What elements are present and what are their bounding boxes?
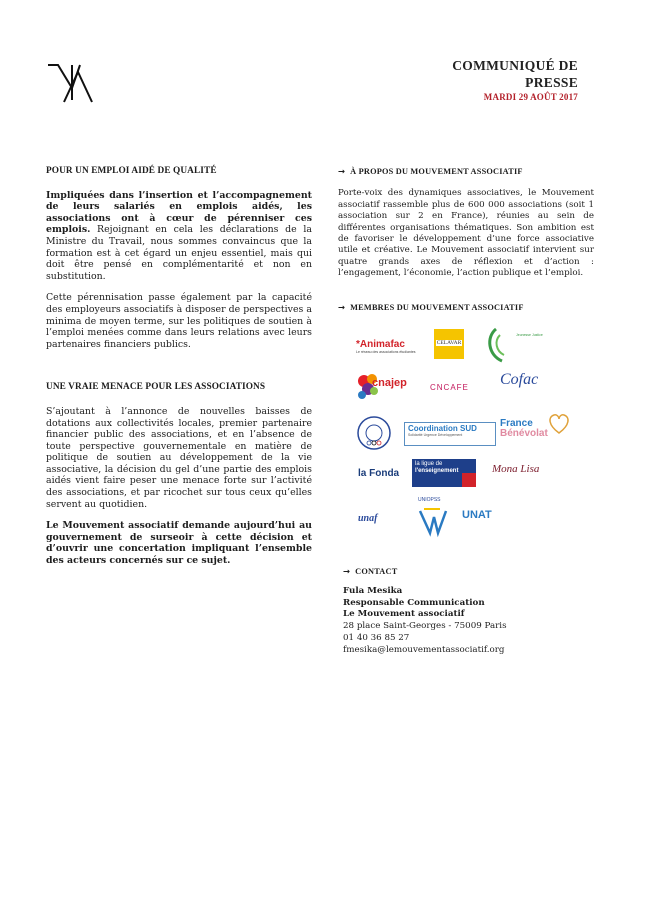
contact-org: Le Mouvement associatif	[343, 609, 465, 620]
arrow-right-icon: →	[343, 566, 351, 576]
arrow-right-icon: →	[338, 166, 346, 176]
logo-coordination-sud: Coordination SUD Solidarité Urgence Développement	[404, 422, 496, 446]
logo-cnosf	[356, 415, 392, 451]
contact-phone: 01 40 36 85 27	[343, 632, 410, 643]
logo-unaf: unaf	[358, 513, 378, 524]
arrow-right-icon: →	[338, 301, 346, 312]
paragraph-perennisation: Cette pérennisation passe également par la capacité des employeurs associatifs à disposer de perspectives a minima de moyen terme, sur les politiques de soutien à l’emploi menées comme dans leurs relations avec leurs partenaires financiers publics.	[46, 292, 312, 350]
paragraph-demande: Le Mouvement associatif demande aujourd’hui au gouvernement de surseoir à cette décision et d’ouvrir une concertation impliquant l’ensemble des acteurs concernés sur ce sujet.	[46, 520, 312, 567]
member-logos	[350, 325, 590, 545]
right-column	[338, 166, 594, 324]
logo-france-benevolat: France Bénévolat	[500, 418, 548, 439]
logo-cncafe: CNCAFE	[430, 383, 469, 392]
logo-uniopss-mark	[418, 505, 448, 539]
left-column	[46, 166, 312, 577]
logo-animafac: *Animafac Le réseau des associations étudiantes	[356, 339, 416, 354]
paragraph-intro	[46, 190, 312, 283]
contact-email[interactable]: fmesika@lemouvementassociatif.org	[343, 644, 505, 655]
logo-la-fonda: la Fonda	[358, 468, 400, 479]
about-text: Porte-voix des dynamiques associatives, le Mouvement associatif rassemble plus de 600 000 associations (soit 1 association sur 2 en France), réunies au sein de différentes organisations thématiques. Son ambition est de favoriser le développement d’une force associative utile et créative. Le Mouvement associatif intervient sur quatre grands axes de réflexion et d’action : l’engagement, l’économie, l’action publique et l’emploi.	[338, 188, 594, 279]
logo-uniopss: UNIOPSS	[418, 497, 441, 503]
logo-cofac: Cofac	[500, 371, 539, 388]
doc-title-line1: COMMUNIQUÉ DE	[452, 58, 578, 73]
section-title-menace: UNE VRAIE MENACE POUR LES ASSOCIATIONS	[46, 382, 266, 393]
paragraph-intro-rest: Rejoignant en cela les déclarations de la Ministre du Travail, nous sommes convaincus que la formation est à cet égard un enjeu essentiel, mais qui doit être pensé en complémentarité et non en substitution.	[46, 224, 312, 282]
logo-unat: UNAT	[462, 509, 492, 521]
logo-cnajep-label: cnajep	[372, 377, 407, 389]
contact-name: Fula Mesika	[343, 585, 403, 596]
logo-jeunesse-justice	[486, 325, 526, 365]
doc-date: MARDI 29 AOÛT 2017	[483, 92, 578, 102]
logo-jeunesse-label: Jeunesse Justice	[516, 333, 543, 337]
paragraph-intro-bold: Impliquées dans l’insertion et l’accompagnement de leurs salariés en emplois aidés, les associations ont à cœur de pérenniser ces emplois.	[46, 189, 312, 236]
heart-icon	[546, 411, 572, 435]
contact-address: 28 place Saint-Georges - 75009 Paris	[343, 621, 507, 632]
mouvement-associatif-logo	[46, 60, 94, 106]
contact-role: Responsable Communication	[343, 597, 485, 608]
section-title-emploi: POUR UN EMPLOI AIDÉ DE QUALITÉ	[46, 166, 217, 176]
doc-title-line2: PRESSE	[525, 75, 578, 90]
section-title-members: → MEMBRES DU MOUVEMENT ASSOCIATIF	[338, 301, 524, 312]
logo-celavar: CELAVAR	[434, 329, 464, 359]
section-title-about: → À PROPOS DU MOUVEMENT ASSOCIATIF	[338, 166, 523, 176]
logo-monalisa: Mona Lisa	[492, 463, 540, 475]
contact-block	[343, 566, 507, 657]
logo-ligue-enseignement: la ligue de l'enseignement	[412, 459, 476, 487]
paragraph-menace: S’ajoutant à l’annonce de nouvelles baisses de dotations aux collectivités locales, premier partenaire financier public des associations, et en l’absence de toute perspective gouvernementale en matière de politique de soutien au développement de la vie associative, la décision du gel d’une partie des emplois aidés vient faire peser une menace forte sur l’activité des associations, et par ricochet sur tous ceux qu’elles servent au quotidien.	[46, 405, 312, 510]
document-header	[452, 57, 578, 102]
section-title-contact: → CONTACT	[343, 566, 398, 576]
